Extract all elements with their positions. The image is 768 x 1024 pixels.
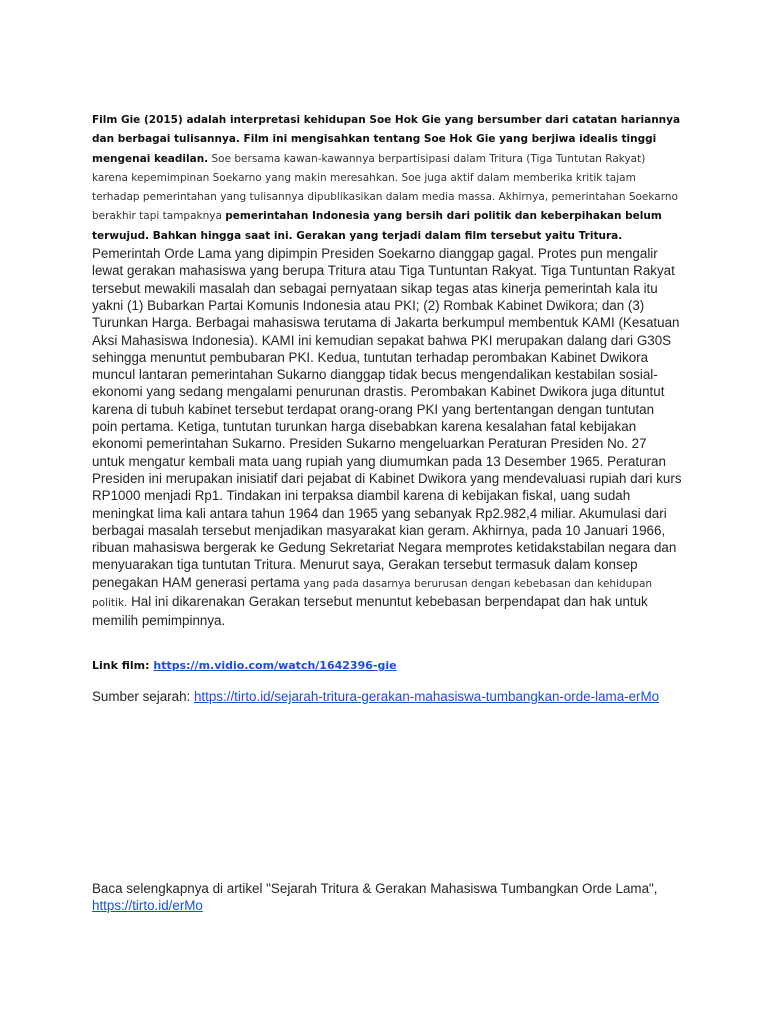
- read-more-line: [92, 880, 682, 915]
- read-more-link[interactable]: https://tirto.id/erMo: [92, 898, 203, 914]
- text-run-normal: Pemerintah Orde Lama yang dipimpin Presiden Soekarno dianggap gagal. Protes pun mengalir lewat gerakan mahasiswa yang berupa Tritura atau Tiga Tuntuntan Rakyat. Tiga Tuntuntan Rakyat tersebut mewakili masalah dan sebagai pernyataan sikap tegas atas kinerja pemerintah kala itu yakni (1) Bubarkan Partai Komunis Indonesia atau PKI; (2) Rombak Kabinet Dwikora; dan (3) Turunkan Harga. Berbagai mahasiswa terutama di Jakarta berkumpul membentuk KAMI (Kesatuan Aksi Mahasiswa Indonesia). KAMI ini kemudian sepakat bahwa PKI merupakan dalang dari G30S sehingga menuntut pembubaran PKI. Kedua, tuntutan terhadap perombakan Kabinet Dwikora muncul lantaran pemerintahan Sukarno dianggap tidak becus mengendalikan kestabilan sosial-ekonomi yang sedang mengalami penurunan drastis. Perombakan Kabinet Dwikora juga dituntut karena di tubuh kabinet tersebut terdapat orang-orang PKI yang bertentangan dengan tuntutan poin pertama. Ketiga, tuntutan turunkan harga disebabkan karena kesalahan fatal kebijakan ekonomi pemerintahan Sukarno. Presiden Sukarno mengeluarkan Peraturan Presiden No. 27 untuk mengatur kembali mata uang rupiah yang diumumkan pada 13 Desember 1965. Peraturan Presiden ini merupakan inisiatif dari pejabat di Kabinet Dwikora yang mendevaluasi rupiah dari kurs RP1000 menjadi Rp1. Tindakan ini terpaksa diambil karena di kebijakan fiskal, uang sudah meningkat lima kali antara tahun 1964 dan 1965 yang sebanyak Rp2.982,4 miliar. Akumulasi dari berbagai masalah tersebut menjadikan masyarakat kian geram. Akhirnya, pada 10 Januari 1966, ribuan mahasiswa bergerak ke Gedung Sekretariat Negara memprotes ketidakstabilan negara dan menyuarakan tiga tuntutan Tritura. Menurut saya, Gerakan tersebut termasuk dalam konsep penegakan HAM generasi pertama: [92, 246, 682, 590]
- film-link-line: [92, 659, 397, 672]
- film-link-label: Link film:: [92, 659, 154, 672]
- document-body: [92, 110, 682, 630]
- source-label: Sumber sejarah:: [92, 689, 194, 704]
- main-paragraph: [92, 110, 682, 630]
- source-link[interactable]: https://tirto.id/sejarah-tritura-gerakan-mahasiswa-tumbangkan-orde-lama-erMo: [193, 689, 660, 704]
- film-link[interactable]: https://m.vidio.com/watch/1642396-gie: [153, 659, 397, 672]
- text-run-small: yang pada dasarnya berurusan dengan kebebasan dan kehidupan politik.: [92, 577, 653, 610]
- source-line: [92, 688, 682, 705]
- text-run-bold: pemerintahan Indonesia yang bersih dari politik dan keberpihakan belum terwujud. Bahkan hingga saat ini. Gerakan yang terjadi dalam film tersebut yaitu Tritura.: [92, 210, 662, 242]
- read-more-text: Baca selengkapnya di artikel "Sejarah Tritura & Gerakan Mahasiswa Tumbangkan Orde Lama",: [92, 881, 658, 896]
- text-run-small: Soe bersama kawan-kawannya berpartisipasi dalam Tritura (Tiga Tuntutan Rakyat) karena kepemimpinan Soekarno yang makin meresahkan. Soe juga aktif dalam memberika kritik tajam terhadap pemerintahan yang tulisannya dipublikasikan dalam media massa. Akhirnya, pemerintahan Soekarno berakhir tapi tampaknya: [92, 152, 678, 223]
- text-run-bold: Film Gie (2015) adalah interpretasi kehidupan Soe Hok Gie yang bersumber dari catatan hariannya dan berbagai tulisannya. Film ini mengisahkan tentang Soe Hok Gie yang berjiwa idealis tinggi mengenai keadilan.: [92, 114, 681, 165]
- text-run-normal: Hal ini dikarenakan Gerakan tersebut menuntut kebebasan berpendapat dan hak untuk memilih pemimpinnya.: [92, 594, 648, 629]
